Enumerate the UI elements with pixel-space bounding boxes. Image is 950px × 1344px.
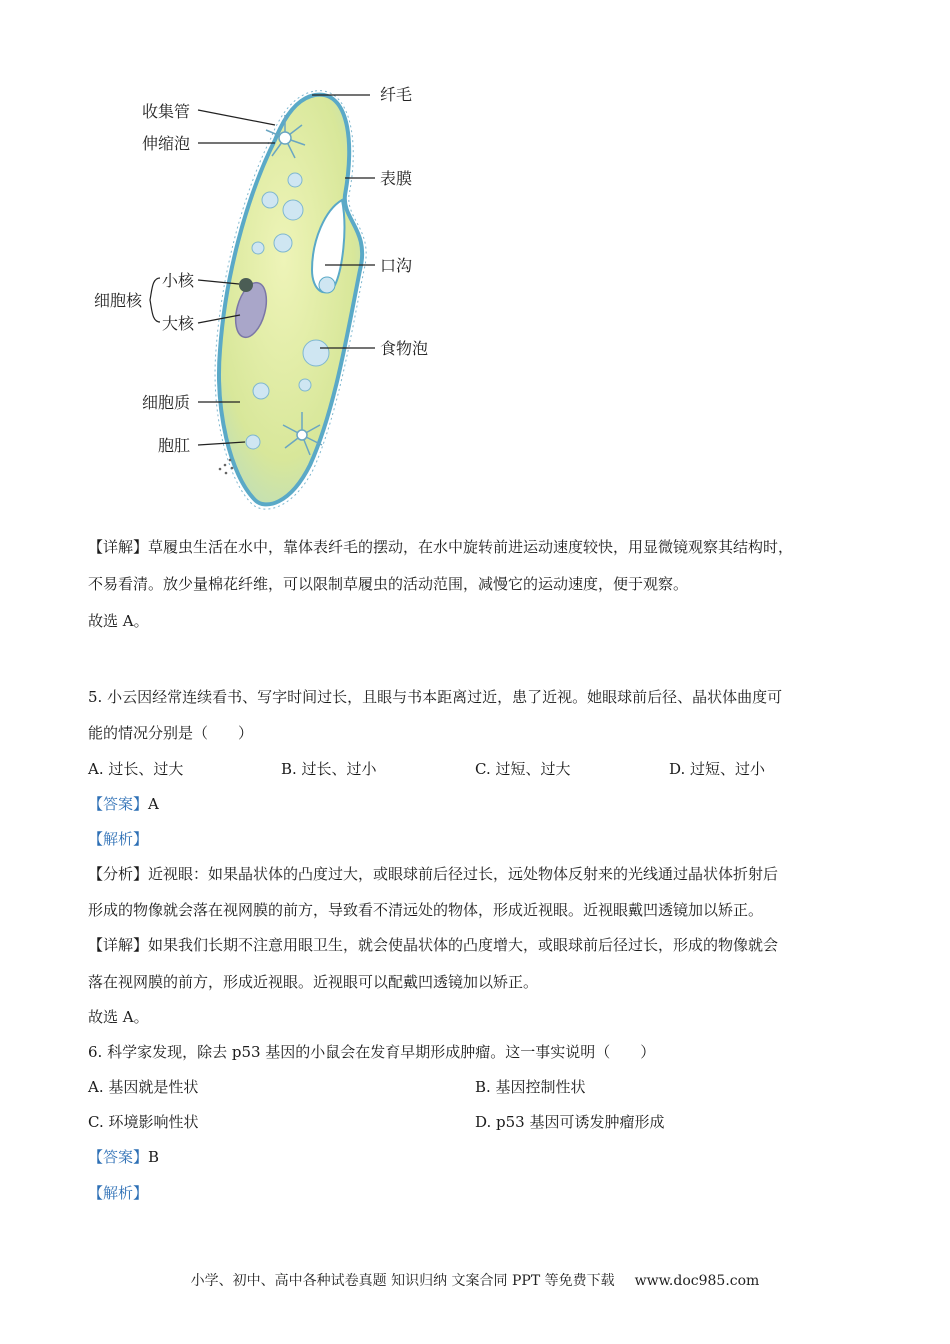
label-cilia: 纤毛 <box>380 85 413 104</box>
q5-option-a: A. 过长、过大 <box>88 760 184 778</box>
q5-analysis-line-2: 形成的物像就会落在视网膜的前方，导致看不清远处的物体，形成近视眼。近视眼戴凹透镜加以矫正。 <box>88 901 764 919</box>
label-contractile-vacuole: 伸缩泡 <box>142 134 191 153</box>
q4-detail-line-1 <box>88 537 793 557</box>
q6-option-c: C. 环境影响性状 <box>88 1113 199 1131</box>
q5-analysis-line-1 <box>88 864 778 884</box>
paramecium-figure <box>80 80 460 520</box>
q6-analysis-tag: 【解析】 <box>88 1184 149 1202</box>
label-food-vacuole: 食物泡 <box>380 339 429 358</box>
q5-conclusion: 故选 A。 <box>88 1008 149 1026</box>
paramecium-diagram <box>80 80 460 520</box>
footer-text: 小学、初中、高中各种试卷真题 知识归纳 文案合同 PPT 等免费下载 <box>190 1273 615 1289</box>
detail-tag: 【详解】 <box>88 538 149 556</box>
q6-stem: 6. 科学家发现，除去 p53 基因的小鼠会在发育早期形成肿瘤。这一事实说明（ ） <box>88 1043 656 1061</box>
analysis-sub-tag: 【分析】 <box>88 865 149 883</box>
answer-tag: 【答案】 <box>88 1148 149 1166</box>
q5-detail-line-1 <box>88 935 778 955</box>
label-nucleus: 细胞核 <box>94 291 143 310</box>
detail-tag: 【详解】 <box>88 936 149 954</box>
q6-answer-value: B <box>148 1148 160 1166</box>
q6-option-a: A. 基因就是性状 <box>88 1078 199 1096</box>
q6-option-d: D. p53 基因可诱发肿瘤形成 <box>475 1113 665 1131</box>
q5-option-b: B. 过长、过小 <box>281 760 377 778</box>
micronucleus <box>239 278 253 292</box>
q5-option-d: D. 过短、过小 <box>669 760 766 778</box>
label-collecting-canal: 收集管 <box>142 102 191 121</box>
page-footer <box>0 1270 950 1290</box>
q5-answer-value: A <box>148 795 159 813</box>
label-anal-pore: 胞肛 <box>158 436 191 455</box>
q4-conclusion: 故选 A。 <box>88 612 149 630</box>
q5-stem-line-2: 能的情况分别是（ ） <box>88 724 254 742</box>
q5-analysis-tag: 【解析】 <box>88 830 149 848</box>
q5-answer <box>88 794 159 814</box>
label-pellicle: 表膜 <box>380 169 413 188</box>
label-oral-groove: 口沟 <box>380 256 413 275</box>
q5-detail-line-2: 落在视网膜的前方，形成近视眼。近视眼可以配戴凹透镜加以矫正。 <box>88 973 539 991</box>
q6-option-b: B. 基因控制性状 <box>475 1078 586 1096</box>
answer-tag: 【答案】 <box>88 795 149 813</box>
q5-option-c: C. 过短、过大 <box>475 760 571 778</box>
q5-stem-line-1: 5. 小云因经常连续看书、写字时间过长，且眼与书本距离过近，患了近视。她眼球前后径、晶状体曲度可 <box>88 688 783 706</box>
label-macronucleus: 大核 <box>162 314 195 333</box>
q6-answer <box>88 1147 159 1167</box>
label-cytoplasm: 细胞质 <box>142 393 191 412</box>
footer-url[interactable]: www.doc985.com <box>634 1273 760 1289</box>
q4-detail-line-2: 不易看清。放少量棉花纤维，可以限制草履虫的活动范围，减慢它的运动速度，便于观察。 <box>88 575 689 593</box>
q4-detail-text-1: 草履虫生活在水中，靠体表纤毛的摆动，在水中旋转前进运动速度较快，用显微镜观察其结构时， <box>148 538 794 556</box>
label-micronucleus: 小核 <box>162 271 195 290</box>
q5-detail-text-1: 如果我们长期不注意用眼卫生，就会使晶状体的凸度增大，或眼球前后径过长，形成的物像就会 <box>148 936 779 954</box>
q5-analysis-text-1: 近视眼：如果晶状体的凸度过大，或眼球前后径过长，远处物体反射来的光线通过晶状体折射后 <box>148 865 779 883</box>
